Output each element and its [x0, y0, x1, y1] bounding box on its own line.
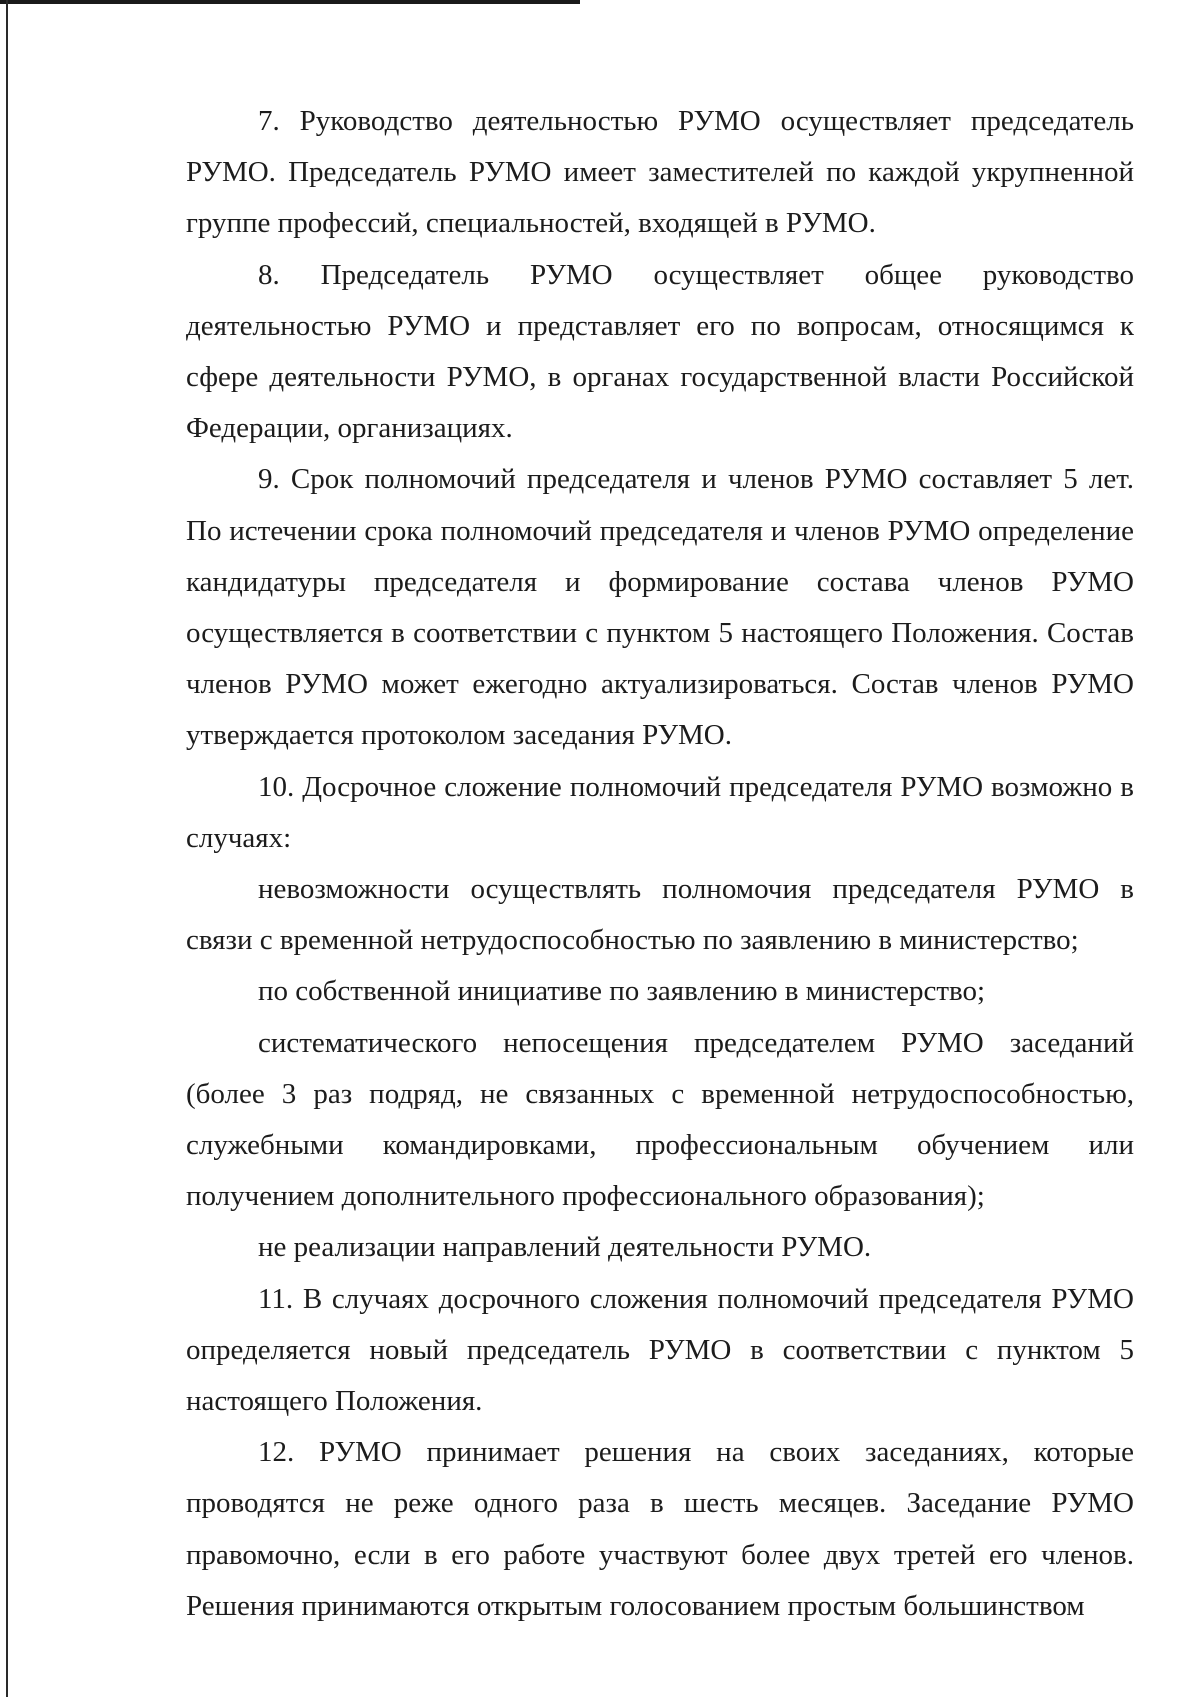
list-item-own-initiative: по собственной инициативе по заявлению в министерство;: [258, 975, 986, 1008]
paragraph-9: 9. Срок полномочий председателя и членов РУМО составляет 5 лет. По истечении срока полномочий председателя и членов РУМО определение кандидатуры председателя и формирование состава членов РУМО осуществляется в соответствии с пунктом 5 настоящего Положения. Состав членов РУМО может ежегодно актуализироваться. Состав членов РУМО утверждается протоколом заседания РУМО.: [186, 463, 1134, 752]
scan-edge-top: [0, 0, 580, 4]
list-item-absence: систематического непосещения председателем РУМО заседаний (более 3 раз подряд, не связанных с временной нетрудоспособностью, служебными командировками, профессиональным обучением или получением дополнительного профессионального образования);: [186, 1026, 1134, 1213]
scan-edge-left: [6, 0, 8, 1697]
paragraph-7: 7. Руководство деятельностью РУМО осуществляет председатель РУМО. Председатель РУМО имеет заместителей по каждой укрупненной группе профессий, специальностей, входящей в РУМО.: [186, 105, 1134, 240]
paragraph-12: 12. РУМО принимает решения на своих заседаниях, которые проводятся не реже одного раза в шесть месяцев. Заседание РУМО правомочно, если в его работе участвуют более двух третей его членов. Решения принимаются открытым голосованием простым большинством: [186, 1436, 1134, 1622]
paragraph-11: 11. В случаях досрочного сложения полномочий председателя РУМО определяется новый председатель РУМО в соответствии с пунктом 5 настоящего Положения.: [186, 1282, 1134, 1418]
list-item-non-implementation: не реализации направлений деятельности РУМО.: [258, 1231, 872, 1264]
list-item-incapacity: невозможности осуществлять полномочия председателя РУМО в связи с временной нетрудоспособностью по заявлению в министерство;: [186, 873, 1134, 957]
paragraph-10: 10. Досрочное сложение полномочий председателя РУМО возможно в случаях:: [186, 770, 1134, 854]
document-body: [186, 96, 1134, 1632]
paragraph-8: 8. Председатель РУМО осуществляет общее руководство деятельностью РУМО и представляет его по вопросам, относящимся к сфере деятельности РУМО, в органах государственной власти Российской Федерации, организациях.: [186, 258, 1134, 445]
